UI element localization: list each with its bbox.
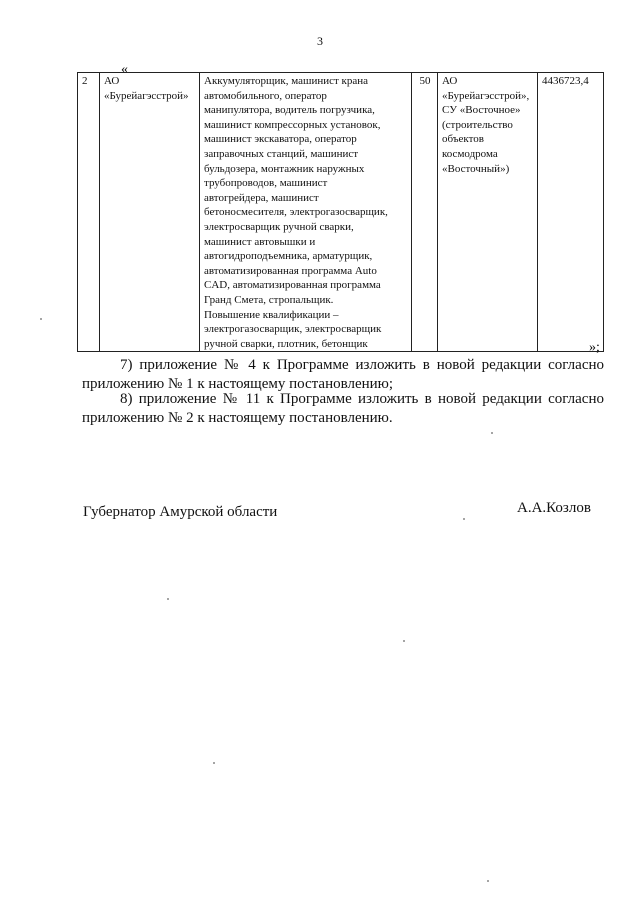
professions-line: манипулятора, водитель погрузчика, <box>204 104 375 117</box>
row-number-cell: 2 <box>78 73 100 352</box>
paragraph-item-8-text: 8) приложение № 11 к Программе изложить в новой редакции согласно приложению № 2 к настоящему постановлению. <box>82 391 604 426</box>
scan-speck <box>463 518 465 520</box>
professions-line: автомобильного, оператор <box>204 89 327 102</box>
professions-line: электросварщик ручной сварки, <box>204 220 354 233</box>
table-row <box>78 73 604 352</box>
professions-line: Гранд Смета, стропальщик. <box>204 293 334 306</box>
signatory-name: А.А.Козлов <box>517 500 591 516</box>
professions-line: автоматизированная программа Auto <box>204 264 377 277</box>
organization-line: «Бурейагэсстрой» <box>104 89 189 102</box>
professions-line: трубопроводов, машинист <box>204 177 328 190</box>
page-number: 3 <box>317 34 323 48</box>
professions-line: CAD, автоматизированная программа <box>204 279 381 292</box>
paragraph-item-8 <box>82 390 604 428</box>
scan-speck <box>491 432 493 434</box>
place-line: космодрома <box>442 147 498 160</box>
amount-cell: 4436723,4 <box>538 73 604 352</box>
table-open-quote: « <box>121 62 128 77</box>
place-line: «Бурейагэсстрой», <box>442 89 530 102</box>
place-line: (строительство <box>442 118 513 131</box>
professions-cell <box>200 73 412 352</box>
scan-speck <box>213 762 215 764</box>
professions-line: Повышение квалификации – <box>204 308 339 321</box>
professions-line: бетоносмесителя, электрогазосварщик, <box>204 206 388 219</box>
professions-line: заправочных станций, машинист <box>204 147 359 160</box>
scan-speck <box>403 640 405 642</box>
table-close-quote: »; <box>589 340 600 355</box>
organization-line: АО <box>104 75 120 87</box>
scan-speck <box>40 318 42 320</box>
place-line: АО <box>442 75 458 87</box>
professions-line: автогрейдера, машинист <box>204 191 319 204</box>
place-line: СУ «Восточное» <box>442 104 521 117</box>
signatory-position: Губернатор Амурской области <box>83 504 278 520</box>
place-cell <box>438 73 538 352</box>
place-line: объектов <box>442 133 484 146</box>
place-line: «Восточный») <box>442 162 510 175</box>
paragraph-item-7 <box>82 356 604 394</box>
professions-line: машинист экскаватора, оператор <box>204 133 357 146</box>
training-table <box>77 72 604 352</box>
professions-line: машинист компрессорных установок, <box>204 118 381 131</box>
scan-speck <box>167 598 169 600</box>
organization-cell <box>100 73 200 352</box>
paragraph-item-7-text: 7) приложение № 4 к Программе изложить в новой редакции согласно приложению № 1 к настоящему постановлению; <box>82 357 604 392</box>
scan-speck <box>487 880 489 882</box>
professions-line: бульдозера, монтажник наружных <box>204 162 365 175</box>
professions-line: автогидроподъемника, арматурщик, <box>204 250 373 263</box>
count-cell: 50 <box>412 73 438 352</box>
professions-line: электрогазосварщик, электросварщик <box>204 323 382 336</box>
professions-line: машинист автовышки и <box>204 235 316 248</box>
professions-line: Аккумуляторщик, машинист крана <box>204 75 369 87</box>
professions-line: ручной сварки, плотник, бетонщик <box>204 337 368 350</box>
